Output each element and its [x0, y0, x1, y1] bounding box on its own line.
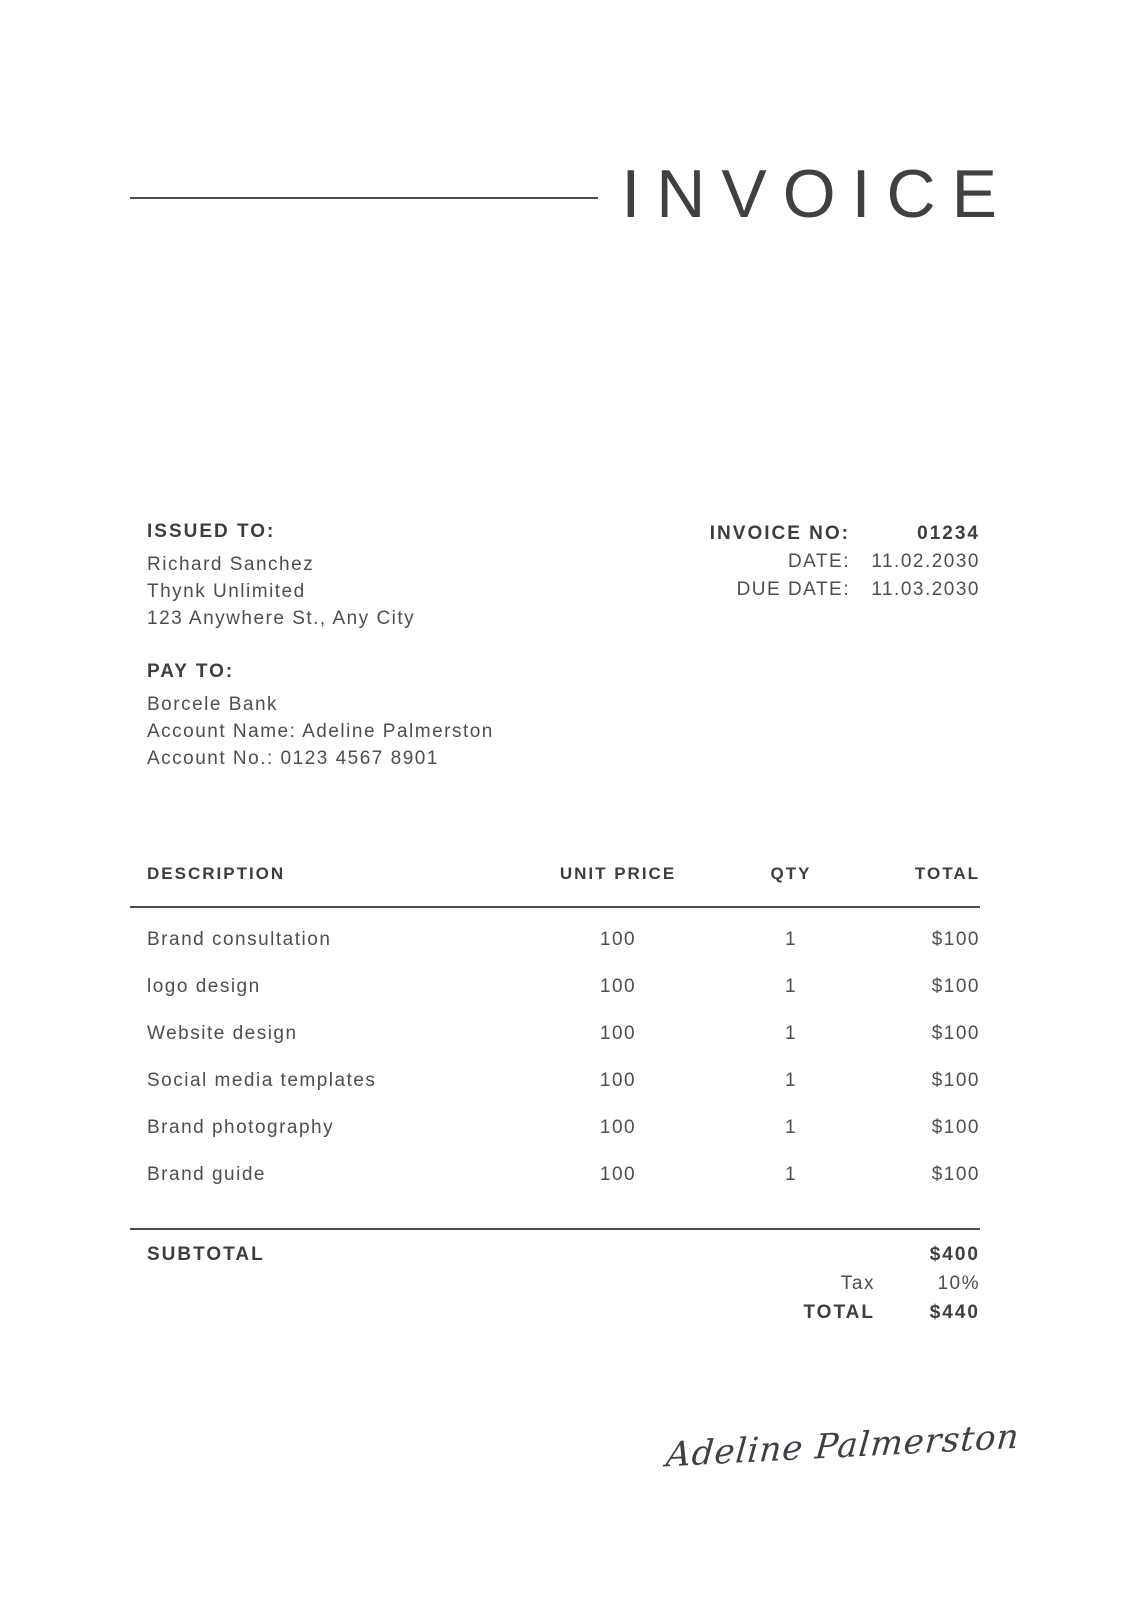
- item-unit-price: 100: [599, 1069, 637, 1091]
- invoice-number-row: [710, 520, 980, 548]
- table-row: [130, 916, 980, 963]
- item-qty: 1: [784, 1069, 798, 1091]
- invoice-date-label: DATE:: [787, 551, 850, 572]
- table-body: [130, 908, 980, 1198]
- issued-to-company: Thynk Unlimited: [147, 581, 306, 602]
- table-row: [130, 1010, 980, 1057]
- table-row: [130, 1151, 980, 1198]
- pay-to-account-number: Account No.: 0123 4567 8901: [147, 748, 439, 769]
- column-header-description: DESCRIPTION: [147, 864, 286, 883]
- pay-to-bank: Borcele Bank: [147, 694, 279, 715]
- item-unit-price: 100: [599, 1022, 637, 1044]
- page-title: INVOICE: [621, 156, 1013, 232]
- item-description: logo design: [147, 975, 261, 997]
- table-row: [130, 1104, 980, 1151]
- issued-to-label: ISSUED TO:: [147, 521, 276, 542]
- subtotal-row: [130, 1240, 980, 1269]
- invoice-date-row: [710, 548, 980, 576]
- table-row: [130, 1057, 980, 1104]
- item-qty: 1: [784, 975, 798, 997]
- subtotal-value: $400: [929, 1243, 980, 1265]
- item-unit-price: 100: [599, 1163, 637, 1185]
- item-total: $100: [931, 928, 980, 950]
- invoice-number-label: INVOICE NO:: [709, 523, 850, 544]
- invoice-due-date-label: DUE DATE:: [736, 579, 850, 600]
- item-description: Brand consultation: [147, 928, 332, 950]
- issued-to-address: 123 Anywhere St., Any City: [147, 608, 416, 629]
- item-description: Social media templates: [147, 1069, 377, 1091]
- subtotal-label: SUBTOTAL: [147, 1243, 265, 1265]
- item-total: $100: [931, 1022, 980, 1044]
- totals-summary: [130, 1228, 980, 1327]
- pay-to-account-name: Account Name: Adeline Palmerston: [147, 721, 494, 742]
- invoice-number-value: 01234: [917, 523, 980, 544]
- invoice-due-date-row: [710, 576, 980, 604]
- total-row: [130, 1298, 980, 1327]
- total-label: TOTAL: [803, 1301, 875, 1323]
- item-unit-price: 100: [599, 1116, 637, 1138]
- signature: Adeline Palmerston: [664, 1416, 1022, 1475]
- line-items-table: [130, 864, 980, 1198]
- billing-info: [147, 518, 494, 772]
- item-qty: 1: [784, 928, 798, 950]
- column-header-qty: QTY: [770, 864, 812, 883]
- item-description: Website design: [147, 1022, 298, 1044]
- item-description: Brand photography: [147, 1116, 335, 1138]
- item-total: $100: [931, 1069, 980, 1091]
- tax-value: 10%: [937, 1272, 980, 1294]
- column-header-unit-price: UNIT PRICE: [559, 864, 677, 883]
- table-row: [130, 963, 980, 1010]
- item-unit-price: 100: [599, 975, 637, 997]
- item-unit-price: 100: [599, 928, 637, 950]
- header-divider: [130, 197, 598, 199]
- item-qty: 1: [784, 1163, 798, 1185]
- invoice-date-value: 11.02.2030: [871, 551, 980, 572]
- total-value: $440: [929, 1301, 980, 1323]
- invoice-meta: [710, 520, 980, 604]
- item-description: Brand guide: [147, 1163, 266, 1185]
- invoice-due-date-value: 11.03.2030: [871, 579, 980, 600]
- tax-row: [130, 1269, 980, 1298]
- tax-label: Tax: [840, 1272, 875, 1294]
- item-total: $100: [931, 1163, 980, 1185]
- item-qty: 1: [784, 1116, 798, 1138]
- item-total: $100: [931, 975, 980, 997]
- issued-to-name: Richard Sanchez: [147, 554, 315, 575]
- pay-to-label: PAY TO:: [147, 661, 235, 682]
- column-header-total: TOTAL: [914, 864, 980, 883]
- table-header-row: [130, 864, 980, 908]
- item-qty: 1: [784, 1022, 798, 1044]
- item-total: $100: [931, 1116, 980, 1138]
